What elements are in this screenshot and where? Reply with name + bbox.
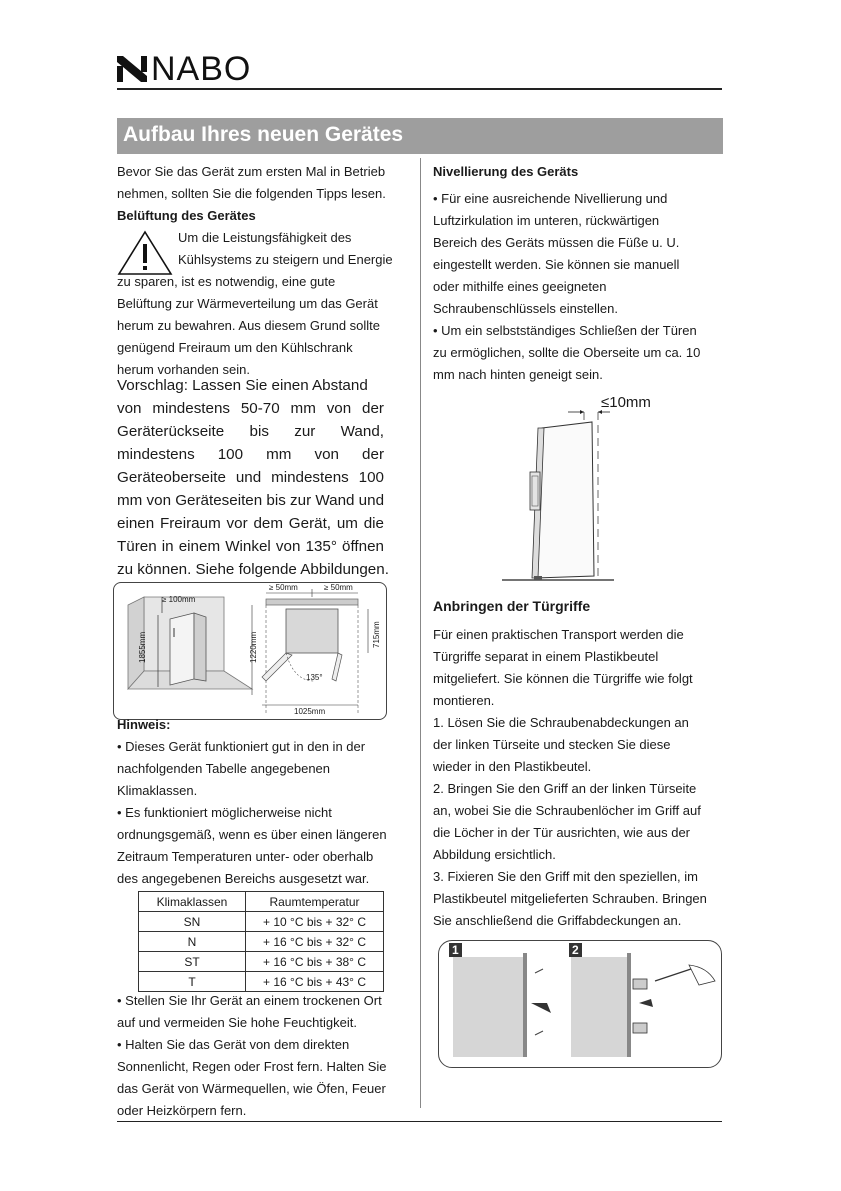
tail-line: Sonnenlicht, Regen oder Frost fern. Halten Sie bbox=[117, 1059, 387, 1074]
climate-class-table bbox=[138, 891, 384, 992]
ventilation-line: Kühlsystems zu steigern und Energie bbox=[178, 252, 393, 267]
ventilation-line: herum vorhanden sein. bbox=[117, 362, 250, 377]
side-left-label: ≥ 50mm bbox=[269, 583, 298, 592]
suggestion-line: Geräterückseite bis zur Wand, bbox=[117, 423, 384, 440]
suggestion-line: Türen in einem Winkel von 135° öffnen bbox=[117, 538, 384, 555]
width-total-label: 1025mm bbox=[294, 707, 326, 716]
step-2-badge bbox=[569, 943, 582, 957]
leveling-line: • Um ein selbstständiges Schließen der Türen bbox=[433, 323, 697, 338]
handle-mount-diagram bbox=[438, 940, 722, 1068]
handle-heading: Anbringen der Türgriffe bbox=[433, 598, 591, 614]
ventilation-line: Belüftung zur Wärmeverteilung um das Gerät bbox=[117, 296, 378, 311]
suggestion-line: Vorschlag: Lassen Sie einen Abstand bbox=[117, 377, 368, 394]
height-label: 1855mm bbox=[138, 631, 147, 663]
note-line: des angegebenen Bereichs ausgesetzt war. bbox=[117, 871, 370, 886]
leveling-line: zu ermöglichen, sollte die Oberseite um ca. 10 bbox=[433, 345, 701, 360]
table-cell: ST bbox=[139, 952, 246, 972]
section-title: Aufbau Ihres neuen Gerätes bbox=[123, 123, 404, 146]
note-heading: Hinweis: bbox=[117, 717, 171, 732]
table-cell: + 16 °C bis + 32° C bbox=[246, 932, 384, 952]
suggestion-line: zu können. Siehe folgende Abbildungen. bbox=[117, 561, 389, 578]
table-row bbox=[139, 972, 384, 992]
handle-line: der linken Türseite und stecken Sie diese bbox=[433, 737, 671, 752]
table-cell: T bbox=[139, 972, 246, 992]
column-divider bbox=[420, 158, 421, 1108]
ventilation-line: genügend Freiraum um den Kühlschrank bbox=[117, 340, 353, 355]
step-1-label: 1 bbox=[452, 943, 459, 957]
suggestion-line: von mindestens 50-70 mm von der bbox=[117, 400, 384, 417]
handle-line: montieren. bbox=[433, 693, 495, 708]
ventilation-line: zu sparen, ist es notwendig, eine gute bbox=[117, 274, 336, 289]
table-cell: + 10 °C bis + 32° C bbox=[246, 912, 384, 932]
leveling-line: Luftzirkulation im unteren, rückwärtigen bbox=[433, 213, 660, 228]
suggestion-line: Geräteoberseite und mindestens 100 bbox=[117, 469, 384, 486]
handle-line: mitgeliefert. Sie können die Türgriffe wie folgt bbox=[433, 671, 693, 686]
table-header-row bbox=[139, 892, 384, 912]
intro-line: nehmen, sollten Sie die folgenden Tipps lesen. bbox=[117, 186, 386, 201]
table-cell: N bbox=[139, 932, 246, 952]
handle-line: an, wobei Sie die Schraubenlöcher im Griff auf bbox=[433, 803, 701, 818]
leveling-line: eingestellt werden. Sie können sie manuell bbox=[433, 257, 680, 272]
note-line: • Dieses Gerät funktioniert gut in den in der bbox=[117, 739, 366, 754]
step-2-label: 2 bbox=[572, 943, 579, 957]
step-1-badge bbox=[449, 943, 462, 957]
tail-line: • Stellen Sie Ihr Gerät an einem trockenen Ort bbox=[117, 993, 382, 1008]
tilt-illustration bbox=[498, 392, 618, 584]
tilt-label: ≤10mm bbox=[601, 394, 651, 411]
leveling-line: • Für eine ausreichende Nivellierung und bbox=[433, 191, 668, 206]
handle-line: 2. Bringen Sie den Griff an der linken Türseite bbox=[433, 781, 697, 796]
table-header: Raumtemperatur bbox=[246, 892, 384, 912]
suggestion-line: mm von Geräteseiten bis zur Wand und bbox=[117, 492, 385, 509]
table-cell: + 16 °C bis + 43° C bbox=[246, 972, 384, 992]
table-header: Klimaklassen bbox=[139, 892, 246, 912]
note-line: Zeitraum Temperaturen unter- oder oberhalb bbox=[117, 849, 374, 864]
note-line: • Es funktioniert möglicherweise nicht bbox=[117, 805, 332, 820]
table-row bbox=[139, 932, 384, 952]
ventilation-line: herum zu bewahren. Aus diesem Grund sollte bbox=[117, 318, 381, 333]
brand-name: NABO bbox=[151, 50, 252, 88]
leveling-line: Schraubenschlüssels einstellen. bbox=[433, 301, 618, 316]
section-banner bbox=[117, 118, 723, 154]
suggestion-line: mindestens 100 mm von der bbox=[117, 446, 384, 463]
handle-mount-illustration bbox=[439, 941, 721, 1067]
leveling-heading: Nivellierung des Geräts bbox=[433, 164, 579, 179]
leveling-line: oder mithilfe eines geeigneten bbox=[433, 279, 607, 294]
tail-line: das Gerät von Wärmequellen, wie Öfen, Feuer bbox=[117, 1081, 386, 1096]
top-clearance-label: ≥ 100mm bbox=[162, 595, 196, 604]
note-line: Klimaklassen. bbox=[117, 783, 198, 798]
handle-line: die Löcher in der Tür ausrichten, wie aus der bbox=[433, 825, 691, 840]
header-rule bbox=[117, 88, 722, 90]
handle-line: 1. Lösen Sie die Schraubenabdeckungen an bbox=[433, 715, 689, 730]
suggestion-line: einen Freiraum vor dem Gerät, um die bbox=[117, 515, 384, 532]
table-row bbox=[139, 952, 384, 972]
depth-total-label: 1220mm bbox=[249, 631, 258, 663]
intro-line: Bevor Sie das Gerät zum ersten Mal in Betrieb bbox=[117, 164, 386, 179]
leveling-line: Bereich des Geräts müssen die Füße u. U. bbox=[433, 235, 680, 250]
note-line: nachfolgenden Tabelle angegebenen bbox=[117, 761, 331, 776]
tail-line: • Halten Sie das Gerät von dem direkten bbox=[117, 1037, 350, 1052]
tail-line: oder Heizkörpern fern. bbox=[117, 1103, 247, 1118]
handle-line: Plastikbeutel mitgelieferten Schrauben. Bringen bbox=[433, 891, 707, 906]
tail-line: auf und vermeiden Sie hohe Feuchtigkeit. bbox=[117, 1015, 357, 1030]
side-right-label: ≥ 50mm bbox=[324, 583, 353, 592]
handle-line: Türgriffe separat in einem Plastikbeutel bbox=[433, 649, 659, 664]
clearance-diagram bbox=[113, 582, 387, 720]
angle-label: 135° bbox=[306, 673, 323, 682]
table-cell: + 16 °C bis + 38° C bbox=[246, 952, 384, 972]
brand-logo bbox=[117, 52, 251, 86]
footer-rule bbox=[117, 1121, 722, 1122]
handle-line: 3. Fixieren Sie den Griff mit den speziellen, im bbox=[433, 869, 698, 884]
handle-line: wieder in den Plastikbeutel. bbox=[433, 759, 592, 774]
table-cell: SN bbox=[139, 912, 246, 932]
brand-mark-icon bbox=[117, 56, 147, 82]
leveling-line: mm nach hinten geneigt sein. bbox=[433, 367, 603, 382]
table-row bbox=[139, 912, 384, 932]
depth-unit-label: 715mm bbox=[372, 621, 381, 648]
handle-line: Für einen praktischen Transport werden die bbox=[433, 627, 684, 642]
ventilation-line: Um die Leistungsfähigkeit des bbox=[178, 230, 352, 245]
warning-icon bbox=[116, 229, 174, 277]
handle-line: Abbildung ersichtlich. bbox=[433, 847, 556, 862]
handle-line: Sie anschließend die Griffabdeckungen an. bbox=[433, 913, 682, 928]
ventilation-heading: Belüftung des Gerätes bbox=[117, 208, 256, 223]
note-line: ordnungsgemäß, wenn es über einen längeren bbox=[117, 827, 387, 842]
